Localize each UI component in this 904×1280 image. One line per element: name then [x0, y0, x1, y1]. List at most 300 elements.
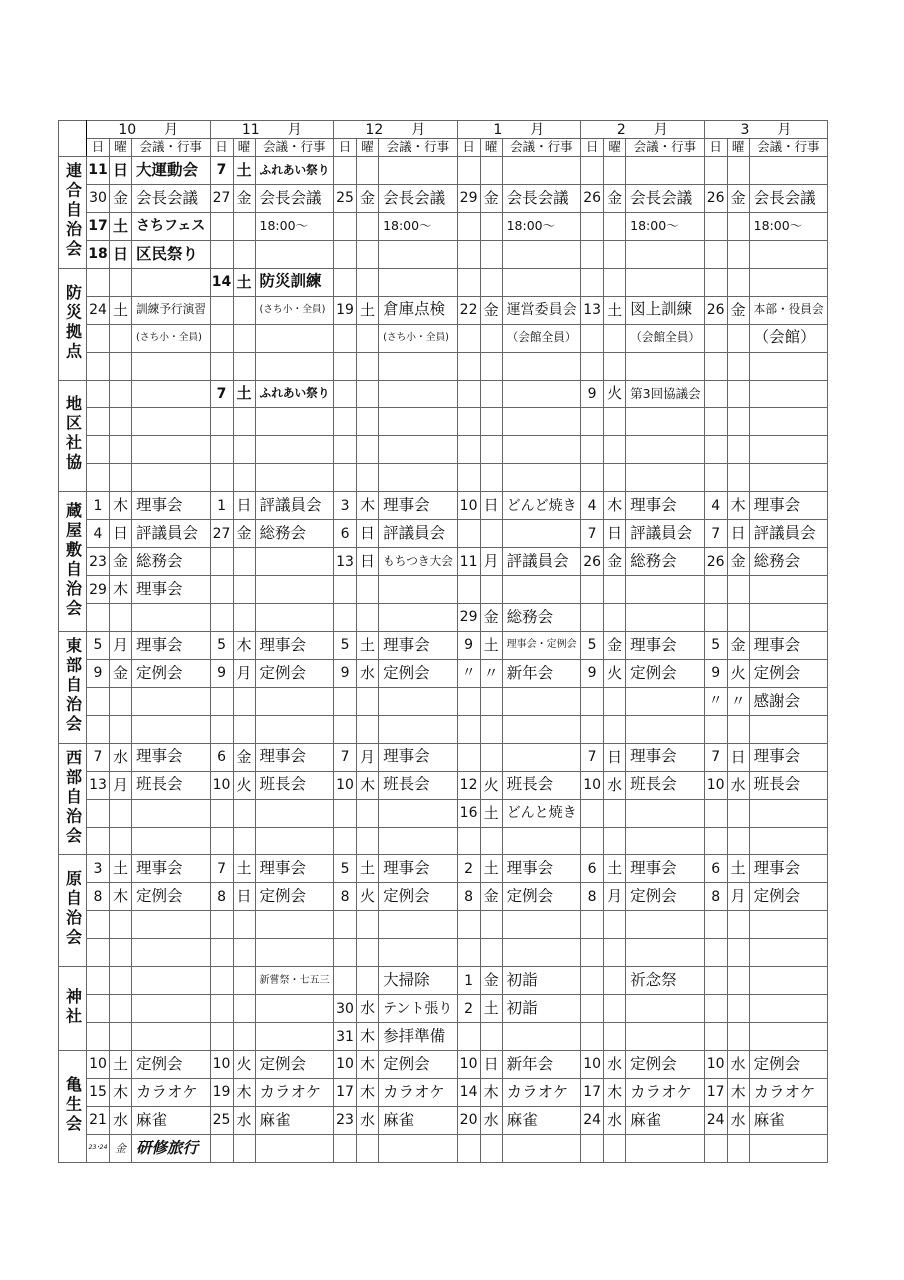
event-cell: 定例会	[255, 659, 334, 687]
day-cell: 10	[457, 492, 480, 520]
day-cell: 17	[581, 1078, 604, 1106]
weekday-cell: 木	[480, 1078, 502, 1106]
event-cell	[255, 240, 334, 268]
schedule-row	[59, 296, 828, 324]
schedule-row	[59, 240, 828, 268]
weekday-cell	[604, 576, 626, 604]
event-cell: 第3回協議会	[626, 380, 705, 408]
event-cell	[626, 576, 705, 604]
day-cell	[581, 408, 604, 436]
event-cell	[379, 1134, 458, 1162]
event-cell	[749, 967, 828, 995]
schedule-row	[59, 855, 828, 883]
event-cell: 運営委員会	[502, 296, 581, 324]
weekday-header: 曜	[233, 139, 255, 157]
day-cell	[334, 268, 357, 296]
event-cell	[502, 1023, 581, 1051]
weekday-cell: 水	[233, 1106, 255, 1134]
weekday-cell	[480, 268, 502, 296]
day-cell	[210, 687, 233, 715]
weekday-cell	[357, 604, 379, 632]
weekday-cell	[604, 1134, 626, 1162]
day-cell	[704, 911, 727, 939]
event-cell: 新年会	[502, 1051, 581, 1079]
weekday-cell	[480, 939, 502, 967]
event-cell	[132, 687, 211, 715]
day-cell: 13	[334, 548, 357, 576]
weekday-cell: 金	[604, 631, 626, 659]
section-label-cell	[59, 855, 87, 967]
day-cell	[581, 995, 604, 1023]
weekday-cell	[357, 380, 379, 408]
event-cell: 理事会	[132, 743, 211, 771]
day-cell: 7	[210, 855, 233, 883]
day-cell	[87, 827, 110, 855]
day-cell	[704, 967, 727, 995]
event-cell	[132, 827, 211, 855]
event-cell: 理事会	[379, 492, 458, 520]
weekday-cell	[357, 967, 379, 995]
schedule-row	[59, 212, 828, 240]
day-cell	[704, 380, 727, 408]
event-header: 会議・行事	[626, 139, 705, 157]
day-cell	[581, 157, 604, 185]
event-cell	[749, 464, 828, 492]
day-cell	[581, 464, 604, 492]
event-cell: 定例会	[379, 883, 458, 911]
day-cell: 10	[334, 1051, 357, 1079]
day-cell: 23	[87, 548, 110, 576]
weekday-cell	[110, 464, 132, 492]
event-cell: 18:00～	[626, 212, 705, 240]
event-cell	[132, 995, 211, 1023]
day-cell: 8	[581, 883, 604, 911]
event-cell: 理事会	[132, 855, 211, 883]
day-cell	[581, 604, 604, 632]
weekday-cell	[233, 436, 255, 464]
day-cell	[210, 240, 233, 268]
event-cell	[132, 715, 211, 743]
event-cell: 大運動会	[132, 157, 211, 185]
event-cell: 評議員会	[749, 520, 828, 548]
day-cell	[334, 436, 357, 464]
event-cell	[255, 995, 334, 1023]
event-cell	[379, 464, 458, 492]
weekday-cell	[233, 1134, 255, 1162]
day-cell	[210, 967, 233, 995]
day-cell: 23	[334, 1106, 357, 1134]
event-cell	[749, 352, 828, 380]
day-cell: 26	[581, 548, 604, 576]
event-cell	[749, 268, 828, 296]
day-cell	[334, 687, 357, 715]
day-cell	[457, 240, 480, 268]
weekday-cell: 木	[110, 576, 132, 604]
event-cell: (さち小・全員)	[379, 324, 458, 352]
day-cell: 9	[457, 631, 480, 659]
event-cell	[255, 799, 334, 827]
event-cell	[626, 799, 705, 827]
event-cell: 会長会議	[132, 184, 211, 212]
event-cell	[626, 939, 705, 967]
event-cell: 理事会	[749, 492, 828, 520]
event-cell	[502, 576, 581, 604]
event-cell	[255, 576, 334, 604]
event-cell: 麻雀	[255, 1106, 334, 1134]
day-cell	[210, 827, 233, 855]
weekday-cell	[233, 1023, 255, 1051]
schedule-row	[59, 631, 828, 659]
section-label-cell	[59, 157, 87, 269]
day-cell: 27	[210, 184, 233, 212]
weekday-cell: 〃	[727, 687, 749, 715]
weekday-cell: 土	[110, 855, 132, 883]
event-cell	[379, 240, 458, 268]
event-cell: ふれあい祭り	[255, 380, 334, 408]
event-cell	[502, 1134, 581, 1162]
weekday-cell	[604, 939, 626, 967]
day-cell	[87, 408, 110, 436]
weekday-cell: 月	[357, 743, 379, 771]
event-cell: 理事会	[502, 855, 581, 883]
event-cell: 麻雀	[502, 1106, 581, 1134]
schedule-row	[59, 771, 828, 799]
day-cell: 7	[581, 520, 604, 548]
day-cell	[87, 352, 110, 380]
weekday-cell: 木	[110, 492, 132, 520]
day-header: 日	[581, 139, 604, 157]
weekday-cell: 火	[357, 883, 379, 911]
day-cell	[704, 212, 727, 240]
event-cell	[749, 436, 828, 464]
event-cell: 定例会	[749, 883, 828, 911]
weekday-cell: 月	[110, 631, 132, 659]
day-cell	[704, 939, 727, 967]
weekday-cell: 日	[110, 240, 132, 268]
weekday-cell	[727, 827, 749, 855]
event-cell	[132, 408, 211, 436]
day-cell: 5	[87, 631, 110, 659]
event-cell: 定例会	[132, 659, 211, 687]
event-cell	[132, 380, 211, 408]
weekday-cell	[480, 324, 502, 352]
weekday-header: 曜	[110, 139, 132, 157]
weekday-cell	[480, 352, 502, 380]
weekday-cell: 土	[233, 380, 255, 408]
day-cell	[210, 939, 233, 967]
weekday-cell: 金	[110, 1134, 132, 1162]
day-cell	[334, 799, 357, 827]
weekday-cell: 火	[727, 659, 749, 687]
day-cell: 24	[87, 296, 110, 324]
weekday-cell: 月	[480, 548, 502, 576]
day-cell	[581, 911, 604, 939]
day-cell: 14	[210, 268, 233, 296]
schedule-row	[59, 995, 828, 1023]
event-cell: 会長会議	[255, 184, 334, 212]
day-cell	[581, 1134, 604, 1162]
day-cell	[334, 352, 357, 380]
event-cell: 新嘗祭・七五三	[255, 967, 334, 995]
corner-cell	[59, 121, 87, 157]
weekday-cell	[604, 324, 626, 352]
weekday-cell	[727, 799, 749, 827]
event-cell	[132, 352, 211, 380]
day-cell	[581, 1023, 604, 1051]
event-cell	[749, 157, 828, 185]
weekday-cell: 木	[727, 492, 749, 520]
event-cell	[255, 464, 334, 492]
day-cell: 8	[87, 883, 110, 911]
event-cell: 理事会	[626, 855, 705, 883]
event-cell	[379, 687, 458, 715]
day-cell	[704, 995, 727, 1023]
day-cell	[457, 520, 480, 548]
event-cell: カラオケ	[502, 1078, 581, 1106]
weekday-header: 曜	[727, 139, 749, 157]
weekday-cell	[480, 240, 502, 268]
schedule-row	[59, 939, 828, 967]
weekday-cell	[233, 548, 255, 576]
day-cell	[581, 352, 604, 380]
weekday-cell	[480, 576, 502, 604]
day-cell	[457, 324, 480, 352]
weekday-cell	[357, 911, 379, 939]
day-cell: 12	[457, 771, 480, 799]
day-cell	[87, 911, 110, 939]
weekday-cell	[233, 408, 255, 436]
event-cell: 班長会	[749, 771, 828, 799]
weekday-cell	[727, 408, 749, 436]
day-cell: 17	[87, 212, 110, 240]
weekday-cell: 金	[604, 184, 626, 212]
event-cell	[626, 436, 705, 464]
event-cell	[626, 715, 705, 743]
event-cell	[379, 157, 458, 185]
weekday-cell: 土	[233, 157, 255, 185]
weekday-cell: 日	[727, 520, 749, 548]
day-cell: 31	[334, 1023, 357, 1051]
day-cell	[87, 715, 110, 743]
weekday-cell	[480, 827, 502, 855]
day-cell: 2	[457, 995, 480, 1023]
event-cell	[626, 157, 705, 185]
day-cell: 17	[334, 1078, 357, 1106]
day-cell	[704, 604, 727, 632]
weekday-cell	[233, 352, 255, 380]
event-cell: 定例会	[626, 659, 705, 687]
event-cell: 本部・役員会	[749, 296, 828, 324]
weekday-cell	[604, 352, 626, 380]
schedule-row	[59, 1078, 828, 1106]
weekday-cell: 金	[604, 548, 626, 576]
weekday-cell: 火	[604, 659, 626, 687]
weekday-cell: 日	[604, 743, 626, 771]
weekday-cell: 土	[110, 296, 132, 324]
day-cell	[210, 408, 233, 436]
day-cell	[581, 240, 604, 268]
schedule-row	[59, 352, 828, 380]
weekday-cell	[110, 715, 132, 743]
event-cell: 麻雀	[379, 1106, 458, 1134]
day-cell	[334, 827, 357, 855]
day-cell: 6	[210, 743, 233, 771]
event-cell	[626, 995, 705, 1023]
event-cell: カラオケ	[626, 1078, 705, 1106]
day-cell	[334, 576, 357, 604]
event-cell	[502, 240, 581, 268]
weekday-cell: 土	[357, 631, 379, 659]
weekday-cell	[233, 827, 255, 855]
day-cell	[334, 240, 357, 268]
schedule-row	[59, 520, 828, 548]
event-cell	[626, 464, 705, 492]
event-cell: 18:00～	[379, 212, 458, 240]
event-cell	[132, 799, 211, 827]
weekday-cell	[480, 212, 502, 240]
day-cell	[334, 408, 357, 436]
column-header-row	[59, 139, 828, 157]
day-cell: 8	[210, 883, 233, 911]
day-cell: 7	[704, 743, 727, 771]
event-cell	[749, 1023, 828, 1051]
weekday-cell: 水	[727, 1106, 749, 1134]
weekday-cell	[727, 324, 749, 352]
weekday-cell: 土	[480, 995, 502, 1023]
event-cell	[749, 827, 828, 855]
day-cell: 11	[87, 157, 110, 185]
event-cell: 理事会	[626, 492, 705, 520]
weekday-cell: 金	[480, 967, 502, 995]
day-cell: 24	[704, 1106, 727, 1134]
event-cell	[379, 268, 458, 296]
event-cell: 総務会	[749, 548, 828, 576]
event-cell	[379, 576, 458, 604]
section-label-cell	[59, 743, 87, 855]
event-cell	[255, 1023, 334, 1051]
weekday-cell	[110, 268, 132, 296]
event-cell	[502, 464, 581, 492]
section-label-cell	[59, 1051, 87, 1163]
day-cell	[334, 464, 357, 492]
day-cell: 3	[334, 492, 357, 520]
event-cell	[749, 1134, 828, 1162]
event-cell: 定例会	[749, 659, 828, 687]
weekday-cell	[480, 687, 502, 715]
event-cell	[749, 380, 828, 408]
event-cell	[379, 715, 458, 743]
event-cell	[379, 604, 458, 632]
weekday-cell	[604, 240, 626, 268]
month-header: 1 月	[457, 121, 581, 139]
weekday-cell	[480, 408, 502, 436]
weekday-cell	[727, 967, 749, 995]
event-cell	[255, 687, 334, 715]
event-cell	[132, 939, 211, 967]
day-cell	[87, 1023, 110, 1051]
event-cell	[502, 352, 581, 380]
event-cell: 防災訓練	[255, 268, 334, 296]
day-cell: 30	[87, 184, 110, 212]
weekday-cell	[357, 268, 379, 296]
event-cell	[379, 911, 458, 939]
day-cell	[210, 799, 233, 827]
event-cell: テント張り	[379, 995, 458, 1023]
day-cell: 20	[457, 1106, 480, 1134]
day-cell	[457, 436, 480, 464]
event-cell: さちフェス	[132, 212, 211, 240]
event-cell	[749, 799, 828, 827]
day-cell	[581, 827, 604, 855]
weekday-cell	[480, 464, 502, 492]
event-cell: 理事会・定例会	[502, 631, 581, 659]
event-cell	[379, 352, 458, 380]
day-cell: 9	[581, 659, 604, 687]
weekday-cell	[727, 464, 749, 492]
day-cell: 5	[704, 631, 727, 659]
day-cell: 8	[457, 883, 480, 911]
day-cell	[210, 911, 233, 939]
event-cell: 総務会	[626, 548, 705, 576]
event-cell: 麻雀	[132, 1106, 211, 1134]
event-cell	[502, 380, 581, 408]
weekday-cell: 日	[604, 520, 626, 548]
weekday-cell: 木	[357, 1023, 379, 1051]
weekday-cell: 木	[233, 1078, 255, 1106]
weekday-cell	[233, 576, 255, 604]
weekday-cell	[110, 799, 132, 827]
event-cell: （会館全員）	[626, 324, 705, 352]
weekday-cell	[604, 604, 626, 632]
event-cell	[379, 436, 458, 464]
day-cell: 9	[704, 659, 727, 687]
day-cell: 7	[581, 743, 604, 771]
weekday-cell: 木	[233, 631, 255, 659]
event-cell	[255, 436, 334, 464]
event-cell	[626, 1023, 705, 1051]
schedule-row	[59, 883, 828, 911]
day-cell	[87, 604, 110, 632]
weekday-cell: 土	[357, 296, 379, 324]
event-cell	[502, 687, 581, 715]
weekday-cell: 月	[604, 883, 626, 911]
day-cell	[210, 212, 233, 240]
day-cell: 7	[210, 157, 233, 185]
event-cell: 理事会	[749, 743, 828, 771]
day-cell	[210, 296, 233, 324]
event-cell	[502, 715, 581, 743]
day-cell	[581, 436, 604, 464]
day-cell	[704, 715, 727, 743]
day-cell	[581, 967, 604, 995]
weekday-cell	[233, 995, 255, 1023]
event-cell: 祈念祭	[626, 967, 705, 995]
weekday-cell: 木	[604, 492, 626, 520]
schedule-row	[59, 324, 828, 352]
day-cell: 7	[334, 743, 357, 771]
day-cell	[457, 408, 480, 436]
day-cell: 4	[87, 520, 110, 548]
event-cell	[255, 1134, 334, 1162]
day-cell: 7	[704, 520, 727, 548]
weekday-cell	[727, 352, 749, 380]
day-cell: 〃	[457, 659, 480, 687]
weekday-cell	[727, 576, 749, 604]
day-header: 日	[210, 139, 233, 157]
weekday-cell: 水	[604, 1106, 626, 1134]
event-cell: 研修旅行	[132, 1134, 211, 1162]
day-cell	[457, 1134, 480, 1162]
